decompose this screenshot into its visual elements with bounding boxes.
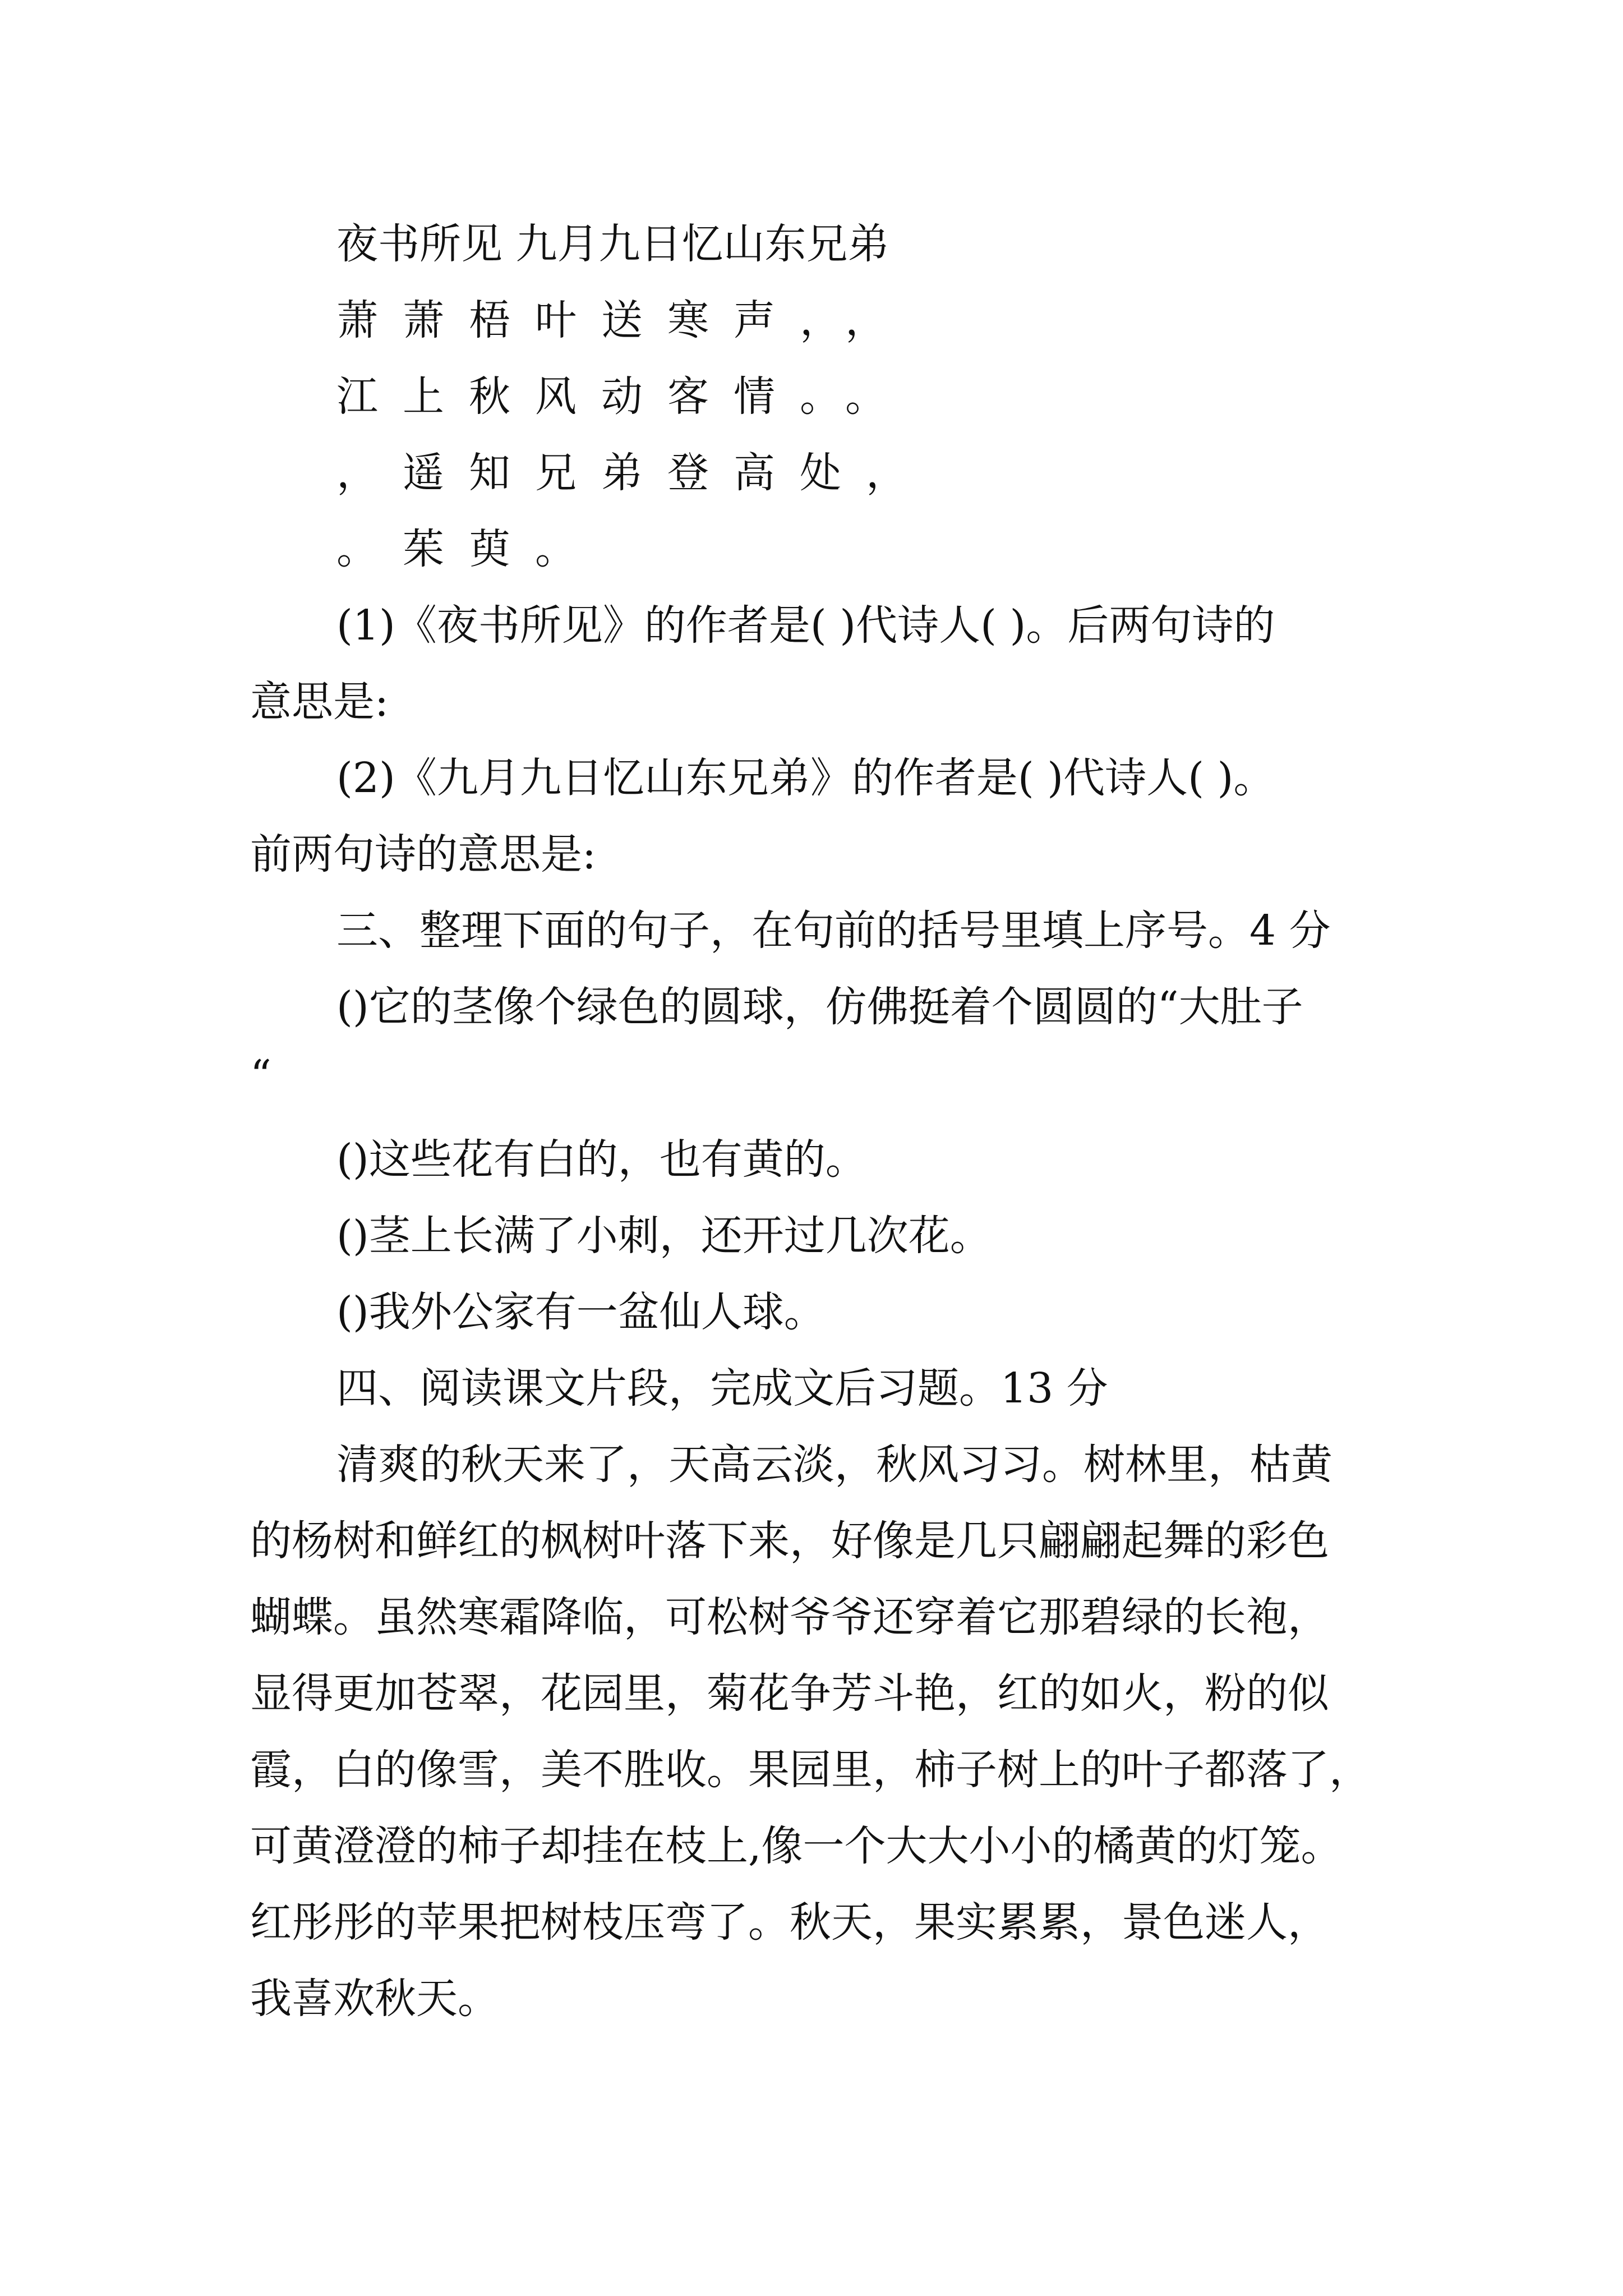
sentence-2: ()这些花有白的，也有黄的。 (336, 1135, 867, 1184)
section-3-heading: 三、整理下面的句子，在句前的括号里填上序号。4 分 (336, 907, 1331, 955)
passage-line-1: 清爽的秋天来了，天高云淡，秋风习习。树林里，枯黄 (336, 1441, 1332, 1489)
passage-line-6: 可黄澄澄的柿子却挂在枝上,像一个大大小小的橘黄的灯笼。 (250, 1822, 1343, 1870)
section-4-heading: 四、阅读课文片段，完成文后习题。13 分 (336, 1364, 1108, 1412)
poem-line-1: 萧萧梧叶送寒声，， (336, 296, 911, 344)
passage-line-8: 我喜欢秋天。 (250, 1975, 499, 2023)
passage-line-4: 显得更加苍翠，花园里，菊花争芳斗艳，红的如火，粉的似 (250, 1669, 1329, 1718)
passage-line-7: 红彤彤的苹果把树枝压弯了。秋天，果实累累，景色迷人， (250, 1898, 1329, 1947)
sentence-1-line-1: ()它的茎像个绿色的圆球，仿佛挺着个圆圆的“大肚子 (336, 983, 1303, 1031)
question-1-line-1: (1)《夜书所见》的作者是( )代诗人( )。后两句诗的 (336, 601, 1275, 650)
question-1-line-2: 意思是: (250, 678, 389, 726)
sentence-1-line-2: “ (250, 1051, 271, 1099)
question-2-line-1: (2)《九月九日忆山东兄弟》的作者是( )代诗人( )。 (336, 754, 1275, 802)
passage-line-3: 蝴蝶。虽然寒霜降临，可松树爷爷还穿着它那碧绿的长袍， (250, 1593, 1329, 1641)
poem-line-2: 江上秋风动客情。。 (336, 372, 911, 421)
passage-line-5: 霞，白的像雪，美不胜收。果园里，柿子树上的叶子都落了， (250, 1746, 1371, 1794)
passage-line-2: 的杨树和鲜红的枫树叶落下来，好像是几只翩翩起舞的彩色 (250, 1517, 1329, 1565)
sentence-4: ()我外公家有一盆仙人球。 (336, 1288, 826, 1336)
question-2-line-2: 前两句诗的意思是: (250, 830, 596, 878)
poem-line-4: 。茱萸。 (336, 525, 601, 573)
poem-line-3: ，遥知兄弟登高处， (336, 449, 932, 497)
sentence-3: ()茎上长满了小刺，还开过几次花。 (336, 1212, 992, 1260)
poem-titles: 夜书所见 九月九日忆山东兄弟 (336, 220, 889, 268)
